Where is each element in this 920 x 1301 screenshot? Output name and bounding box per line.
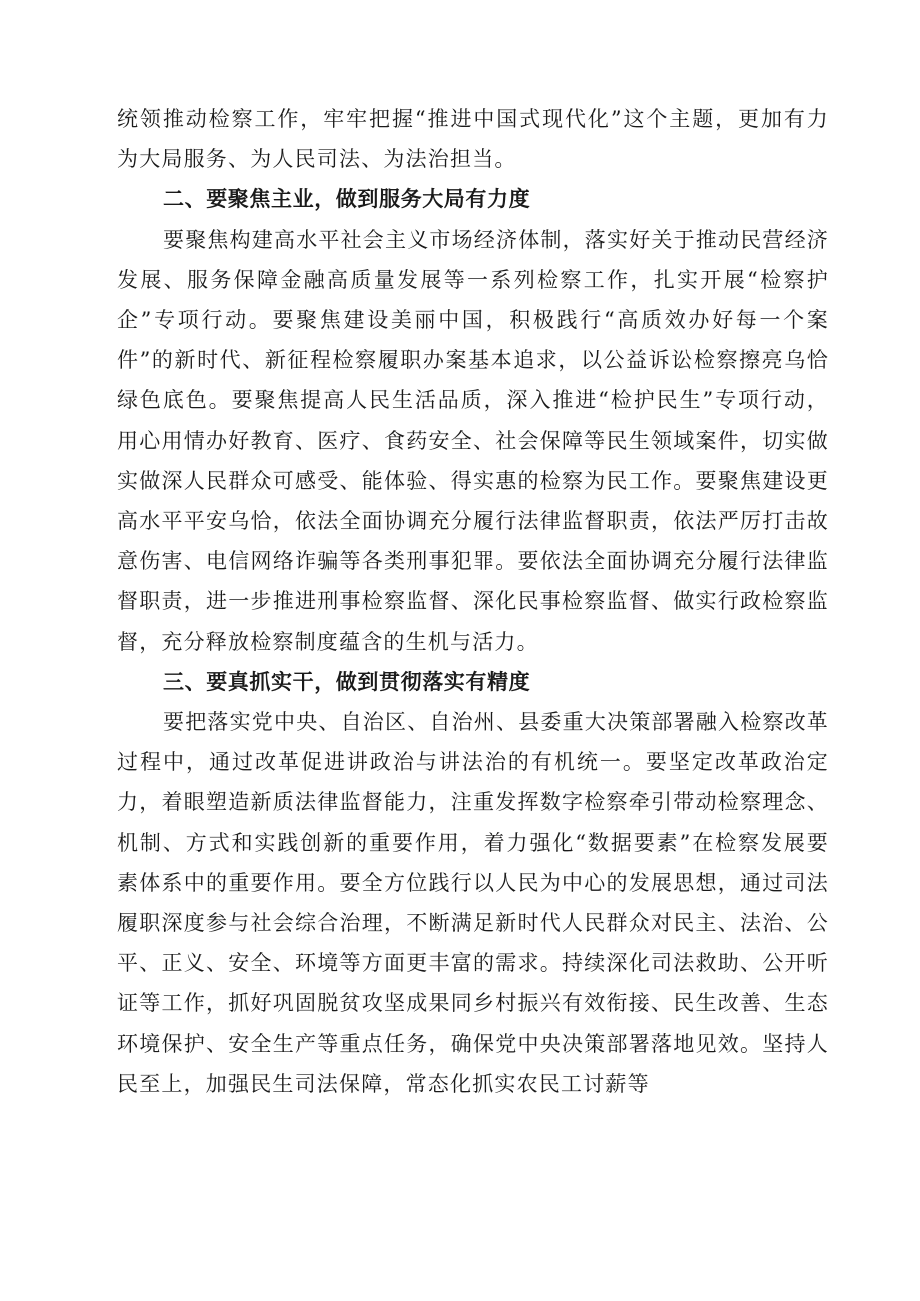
paragraph-section-2: 要聚焦构建高水平社会主义市场经济体制，落实好关于推动民营经济发展、服务保障金融高质量发展等一系列检察工作，扎实开展“检察护企”专项行动。要聚焦建设美丽中国，积极践行“高质效办好每一个案件”的新时代、新征程检察履职办案基本追求，以公益诉讼检察擦亮乌恰绿色底色。要聚焦提高人民生活品质，深入推进“检护民生”专项行动，用心用情办好教育、医疗、食药安全、社会保障等民生领域案件，切实做实做深人民群众可感受、能体验、得实惠的检察为民工作。要聚焦建设更高水平平安乌恰，依法全面协调充分履行法律监督职责，依法严厉打击故意伤害、电信网络诈骗等各类刑事犯罪。要依法全面协调充分履行法律监督职责，进一步推进刑事检察监督、深化民事检察监督、做实行政检察监督，充分释放检察制度蕴含的生机与活力。 [117,227,829,654]
paragraph-continued: 统领推动检察工作，牢牢把握“推进中国式现代化”这个主题，更加有力为大局服务、为人民司法、为法治担当。 [117,107,829,172]
paragraph-section-3: 要把落实党中央、自治区、自治州、县委重大决策部署融入检察改革过程中，通过改革促进讲政治与讲法治的有机统一。要坚定改革政治定力，着眼塑造新质法律监督能力，注重发挥数字检察牵引带动检察理念、机制、方式和实践创新的重要作用，着力强化“数据要素”在检察发展要素体系中的重要作用。要全方位践行以人民为中心的发展思想，通过司法履职深度参与社会综合治理，不断满足新时代人民群众对民主、法治、公平、正义、安全、环境等方面更丰富的需求。持续深化司法救助、公开听证等工作，抓好巩固脱贫攻坚成果同乡村振兴有效衔接、民生改善、生态环境保护、安全生产等重点任务，确保党中央决策部署落地见效。坚持人民至上，加强民生司法保障，常态化抓实农民工讨薪等 [117,710,829,1096]
section-heading-2: 二、要聚焦主业，做到服务大局有力度 [163,187,531,212]
document-body [117,99,829,1104]
section-heading-3: 三、要真抓实干，做到贯彻落实有精度 [163,669,531,694]
